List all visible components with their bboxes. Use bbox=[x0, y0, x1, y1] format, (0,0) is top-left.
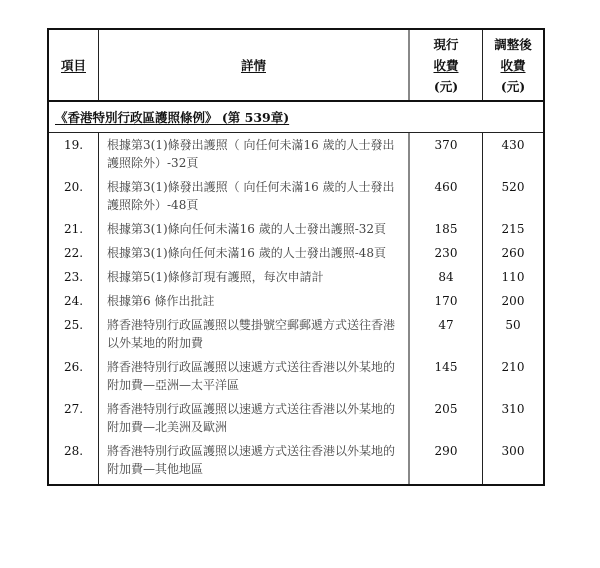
section-title-row bbox=[49, 102, 543, 133]
item-number: 19. bbox=[49, 133, 99, 175]
item-number: 25. bbox=[49, 313, 99, 355]
header-current-fee-line2: 收費 bbox=[433, 57, 459, 73]
adjusted-fee: 520 bbox=[501, 180, 525, 194]
adjusted-fee: 200 bbox=[501, 294, 525, 308]
item-number: 23. bbox=[49, 265, 99, 289]
table-row bbox=[49, 133, 543, 175]
table-row bbox=[49, 355, 543, 397]
item-detail: 將香港特別行政區護照以速遞方式送往香港以外某地的附加費—其他地區 bbox=[99, 439, 410, 484]
adjusted-fee: 430 bbox=[501, 138, 525, 152]
item-detail: 將香港特別行政區護照以速遞方式送往香港以外某地的附加費—北美洲及歐洲 bbox=[99, 397, 410, 439]
current-fee: 185 bbox=[410, 217, 483, 241]
table-row bbox=[49, 397, 543, 439]
adjusted-fee: 310 bbox=[501, 402, 525, 416]
item-detail: 根據第3(1)條發出護照（ 向任何未滿16 歲的人士發出護照除外）-32頁 bbox=[99, 133, 410, 175]
header-adjusted-fee-unit: (元) bbox=[500, 78, 526, 94]
header-details-label: 詳情 bbox=[240, 57, 266, 73]
item-detail: 根據第3(1)條發出護照（ 向任何未滿16 歲的人士發出護照除外）-48頁 bbox=[99, 175, 410, 217]
header-details bbox=[99, 30, 410, 100]
header-current-fee-line1: 現行 bbox=[433, 36, 459, 52]
current-fee: 205 bbox=[410, 397, 483, 439]
header-current-fee-unit: (元) bbox=[433, 78, 459, 94]
item-detail: 根據第5(1)條修訂現有護照，每次申請計 bbox=[99, 265, 410, 289]
item-number: 27. bbox=[49, 397, 99, 439]
fee-table bbox=[47, 28, 545, 486]
table-row bbox=[49, 439, 543, 484]
table-row bbox=[49, 175, 543, 217]
item-number: 20. bbox=[49, 175, 99, 217]
adjusted-fee: 300 bbox=[501, 444, 525, 458]
header-adjusted-fee bbox=[483, 30, 543, 100]
table-row bbox=[49, 265, 543, 289]
adjusted-fee: 260 bbox=[501, 246, 525, 260]
header-current-fee bbox=[410, 30, 483, 100]
current-fee: 47 bbox=[410, 313, 483, 355]
item-number: 28. bbox=[49, 439, 99, 484]
item-detail: 根據第3(1)條向任何未滿16 歲的人士發出護照-32頁 bbox=[99, 217, 410, 241]
current-fee: 170 bbox=[410, 289, 483, 313]
adjusted-fee: 110 bbox=[501, 270, 525, 284]
adjusted-fee: 50 bbox=[505, 318, 521, 332]
current-fee: 145 bbox=[410, 355, 483, 397]
adjusted-fee: 210 bbox=[501, 360, 525, 374]
current-fee: 290 bbox=[410, 439, 483, 484]
table-row bbox=[49, 217, 543, 241]
item-number: 26. bbox=[49, 355, 99, 397]
adjusted-fee: 215 bbox=[501, 222, 525, 236]
header-item-label: 項目 bbox=[60, 57, 86, 73]
item-detail: 根據第6 條作出批註 bbox=[99, 289, 410, 313]
table-row bbox=[49, 289, 543, 313]
item-detail: 將香港特別行政區護照以速遞方式送往香港以外某地的附加費—亞洲—太平洋區 bbox=[99, 355, 410, 397]
current-fee: 370 bbox=[410, 133, 483, 175]
item-number: 21. bbox=[49, 217, 99, 241]
current-fee: 230 bbox=[410, 241, 483, 265]
header-adjusted-fee-line1: 調整後 bbox=[494, 36, 532, 52]
header-item bbox=[49, 30, 99, 100]
item-number: 24. bbox=[49, 289, 99, 313]
section-title: 《香港特別行政區護照條例》 (第 539章) bbox=[55, 110, 290, 125]
table-row bbox=[49, 313, 543, 355]
table-row bbox=[49, 241, 543, 265]
table-header bbox=[49, 30, 543, 102]
table-body bbox=[49, 133, 543, 484]
item-detail: 將香港特別行政區護照以雙掛號空郵郵遞方式送往香港以外某地的附加費 bbox=[99, 313, 410, 355]
item-detail: 根據第3(1)條向任何未滿16 歲的人士發出護照-48頁 bbox=[99, 241, 410, 265]
current-fee: 460 bbox=[410, 175, 483, 217]
item-number: 22. bbox=[49, 241, 99, 265]
current-fee: 84 bbox=[410, 265, 483, 289]
header-adjusted-fee-line2: 收費 bbox=[500, 57, 526, 73]
